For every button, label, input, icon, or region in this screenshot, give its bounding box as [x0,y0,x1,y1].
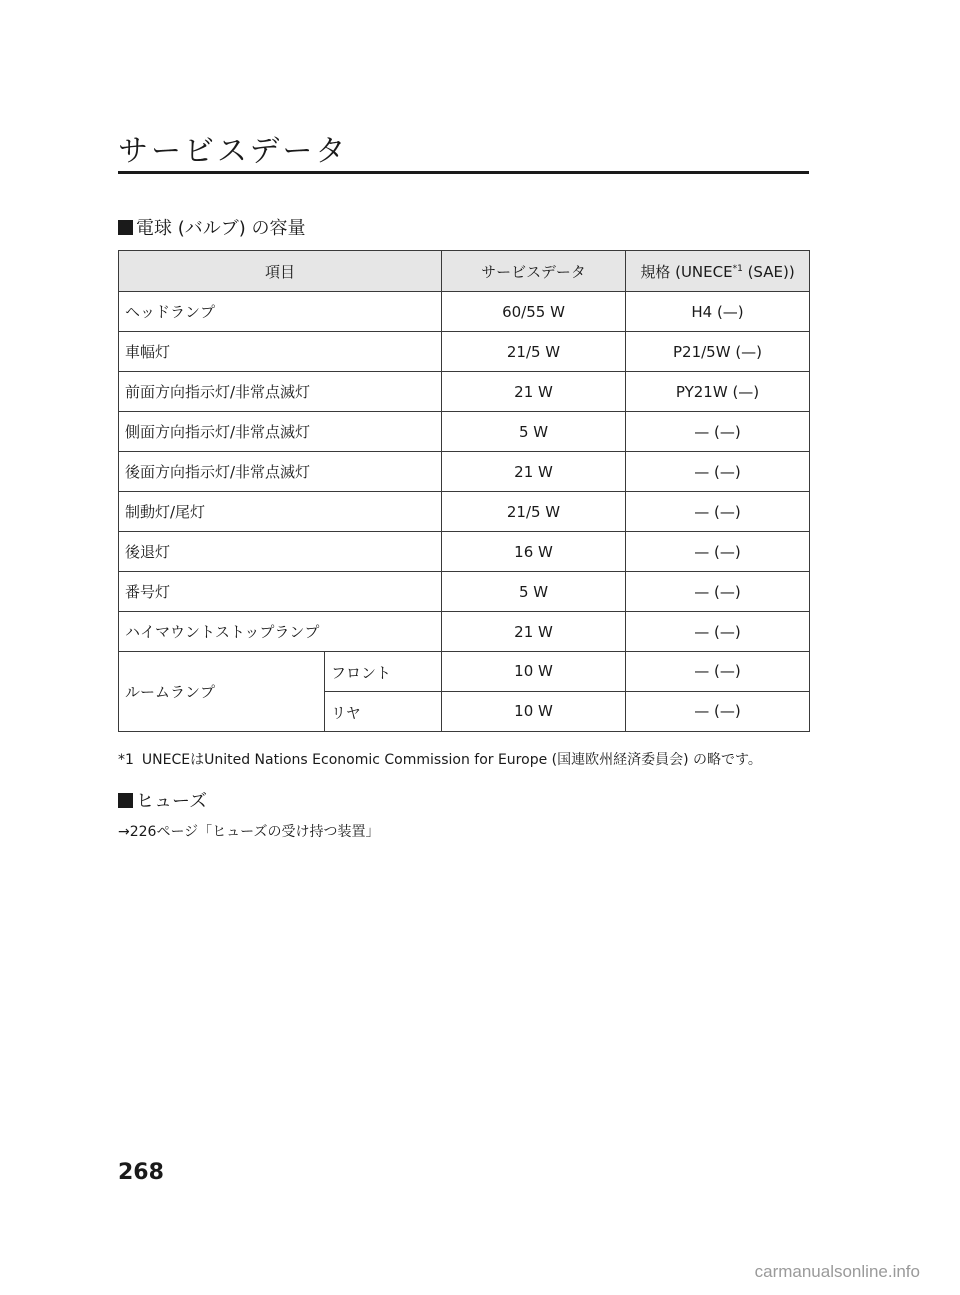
fuse-section-heading [118,787,207,813]
row-service: 21/5 W [442,492,626,532]
row-spec: PY21W (—) [626,372,810,412]
row-spec: — (—) [626,412,810,452]
row-name: 後退灯 [119,532,442,572]
room-lamp-name: ルームランプ [119,652,325,732]
table-row [119,492,810,532]
table-header-row [119,251,810,292]
footnote-ref: *1 [732,263,743,274]
table-row [119,572,810,612]
table-row [119,372,810,412]
watermark: carmanualsonline.info [754,1262,920,1281]
row-service: 21/5 W [442,332,626,372]
table-row [119,452,810,492]
page-number: 268 [118,1160,164,1185]
title-rule [118,171,809,174]
table-row [119,532,810,572]
row-spec: — (—) [626,492,810,532]
header-item: 項目 [119,251,442,292]
table-row-room-lamp-front [119,652,810,692]
row-spec: — (—) [626,532,810,572]
row-name: 前面方向指示灯/非常点滅灯 [119,372,442,412]
footnote-mark: *1 [118,752,134,768]
room-lamp-rear-service: 10 W [442,692,626,732]
table-row [119,612,810,652]
row-service: 21 W [442,612,626,652]
row-name: ヘッドランプ [119,292,442,332]
row-name: ハイマウントストップランプ [119,612,442,652]
row-service: 16 W [442,532,626,572]
header-service-data: サービスデータ [442,251,626,292]
footnote [118,749,762,769]
row-name: 車幅灯 [119,332,442,372]
row-service: 60/55 W [442,292,626,332]
row-spec: — (—) [626,452,810,492]
row-name: 側面方向指示灯/非常点滅灯 [119,412,442,452]
room-lamp-front-spec: — (—) [626,652,810,692]
bulb-capacity-table [118,250,810,732]
fuse-page-reference-link[interactable]: →226ページ「ヒューズの受け持つ装置」 [118,824,380,840]
room-lamp-front-name: フロント [325,652,442,692]
table-row [119,412,810,452]
row-service: 21 W [442,372,626,412]
row-service: 21 W [442,452,626,492]
row-name: 制動灯/尾灯 [119,492,442,532]
row-spec: P21/5W (—) [626,332,810,372]
table-row [119,332,810,372]
header-spec: 規格 (UNECE$^{*1}$ (SAE)) [626,251,810,292]
square-bullet-icon [118,793,133,808]
row-spec: — (—) [626,612,810,652]
row-name: 番号灯 [119,572,442,612]
row-service: 5 W [442,412,626,452]
row-service: 5 W [442,572,626,612]
row-spec: — (—) [626,572,810,612]
row-spec: H4 (—) [626,292,810,332]
fuse-section-title: ヒューズ [136,791,208,812]
bulb-section-heading [118,214,306,240]
page-title: サービスデータ [118,134,349,169]
footnote-text: UNECEはUnited Nations Economic Commission for Europe (国連欧州経済委員会) の略です。 [141,752,762,768]
room-lamp-rear-name: リヤ [325,692,442,732]
row-name: 後面方向指示灯/非常点滅灯 [119,452,442,492]
square-bullet-icon [118,220,133,235]
room-lamp-rear-spec: — (—) [626,692,810,732]
table-row [119,292,810,332]
bulb-section-title: 電球 (バルブ) の容量 [136,218,306,239]
room-lamp-front-service: 10 W [442,652,626,692]
